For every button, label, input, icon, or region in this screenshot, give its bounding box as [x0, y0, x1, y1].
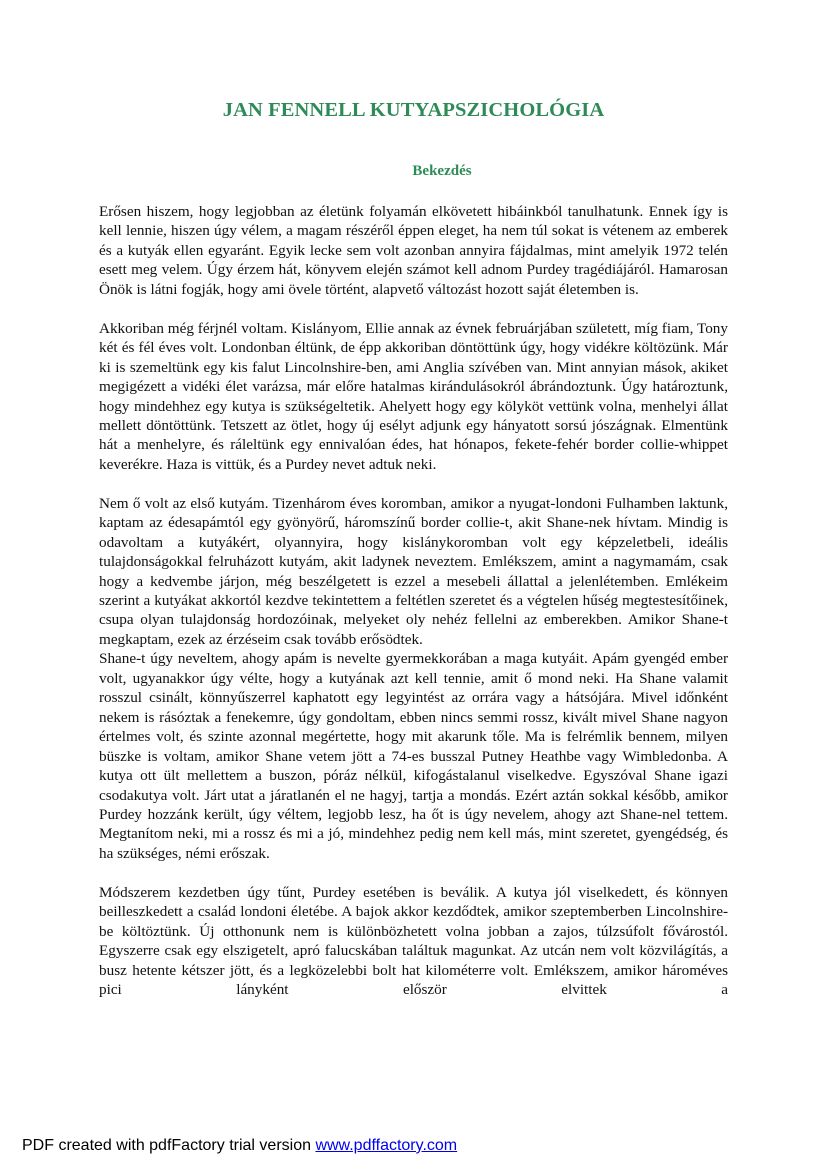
footer-text: PDF created with pdfFactory trial version	[22, 1137, 316, 1154]
paragraph: Erősen hiszem, hogy legjobban az életünk folyamán elkövetett hibáinkból tanulhatunk. Ennek így is kell lennie, hiszen úgy vélem, a magam részéről éppen eleget, ha nem túl sokat is vétenem az emberek és a kutyák ellen egyaránt. Egyik lecke sem volt azonban annyira fájdalmas, mint amelyik 1972 telén esett meg velem. Úgy érzem hát, könyvem elején számot kell adnom Purdey tragédiájáról. Hamarosan Önök is látni fogják, hogy ami övele történt, alapvető változást hozott saját életemben is.	[99, 203, 728, 298]
document-title: JAN FENNELL KUTYAPSZICHOLÓGIA	[222, 99, 605, 121]
section-heading: Bekezdés	[412, 163, 472, 179]
paragraph: Nem ő volt az első kutyám. Tizenhárom éves koromban, amikor a nyugat-londoni Fulhamben laktunk, kaptam az édesapámtól egy gyönyörű, háromszínű border collie-t, akit Shane-nek hívtam. Mindig is odavoltam a kutyákért, olyannyira, hogy kislánykoromban volt egy képzeletbeli, ideális tulajdonságokkal felruházott kutyám, akit ladynek neveztem. Emlékszem, amint a nagymamám, csak hogy a kedvembe járjon, még beszélgetett is ezzel a mesebeli állattal a jelenlétemben. Emlékeim szerint a kutyákat akkortól kezdve tekintettem a feltétlen szeretet és a végtelen hűség megtestesítőinek, csupa olyan tulajdonság hordozóinak, melyeket oly nehéz fellelni az emberekben. Amikor Shane-t megkaptam, ezek az érzéseim csak tovább erősödtek.	[99, 494, 728, 648]
pdf-footer	[22, 1137, 457, 1155]
paragraph: Shane-t úgy neveltem, ahogy apám is nevelte gyermekkorában a maga kutyáit. Apám gyengéd ember volt, ugyanakkor úgy vélte, hogy a kutyának azt kell tennie, amit ő mond neki. Ha Shane valamit rosszul csinált, könnyűszerrel kaphatott egy legyintést az orrára vagy a hátsójára. Mivel időnként nekem is rásóztak a fenekemre, úgy gondoltam, ebben nincs semmi rossz, kivált mivel Shane nagyon értelmes volt, és szinte azonnal megértette, hogy mit akarunk tőle. Ma is felrémlik bennem, milyen büszke is voltam, amikor Shane vetem jött a 74-es busszal Putney Heathbe vagy Wimbledonba. A kutya ott ült mellettem a buszon, póráz nélkül, kifogástalanul viselkedve. Egyszóval Shane igazi csodakutya volt. Járt utat a járatlanén el ne hagyj, tartja a mondás. Ezért aztán sokkal később, amikor Purdey hozzánk került, úgy véltem, legjobb lesz, ha őt is úgy nevelem, ahogy azt Shane-nel tettem. Megtanítom neki, mi a rossz és mi a jó, mindehhez pedig nem kell más, mint szeretet, gyengédség, és ha szükséges, némi erőszak.	[99, 650, 728, 862]
body-text	[99, 202, 728, 1000]
paragraph: Módszerem kezdetben úgy tűnt, Purdey esetében is beválik. A kutya jól viselkedett, és könnyen beilleszkedett a család londoni életébe. A bajok akkor kezdődtek, amikor szeptemberben Lincolnshire-be költöztünk. Új otthonunk nem is különbözhetett volna jobban a zajos, túlzsúfolt fővárostól. Egyszerre csak egy elszigetelt, apró falucskában találtuk magunkat. Az utcán nem volt közvilágítás, a busz hetente kétszer jött, és a legközelebbi bolt hat kilométerre volt. Emlékszem, amikor hároméves pici lányként először elvittek a	[99, 883, 728, 999]
pdffactory-link[interactable]: www.pdffactory.com	[315, 1137, 458, 1154]
paragraph: Akkoriban még férjnél voltam. Kislányom, Ellie annak az évnek februárjában született, míg fiam, Tony két és fél éves volt. Londonban éltünk, de épp akkoriban döntöttünk úgy, hogy vidékre költözünk. Már ki is szemeltünk egy kis falut Lincolnshire-ben, ami Anglia szívében van. Mint annyian mások, akiket megigézett a vidéki élet varázsa, már előre hatalmas kirándulásokról ábrándoztunk. Úgy határoztunk, hogy mindehhez egy kutya is szükségeltetik. Ahelyett hogy egy kölyköt vettünk volna, menhelyi állat mellett döntöttünk. Tetszett az ötlet, hogy új esélyt adjunk egy hányatott sorsú jószágnak. Elmentünk hát a menhelyre, és ráleltünk egy ennivalóan édes, hat hónapos, fekete-fehér border collie-whippet keverékre. Haza is vittük, és a Purdey nevet adtuk neki.	[99, 319, 728, 473]
